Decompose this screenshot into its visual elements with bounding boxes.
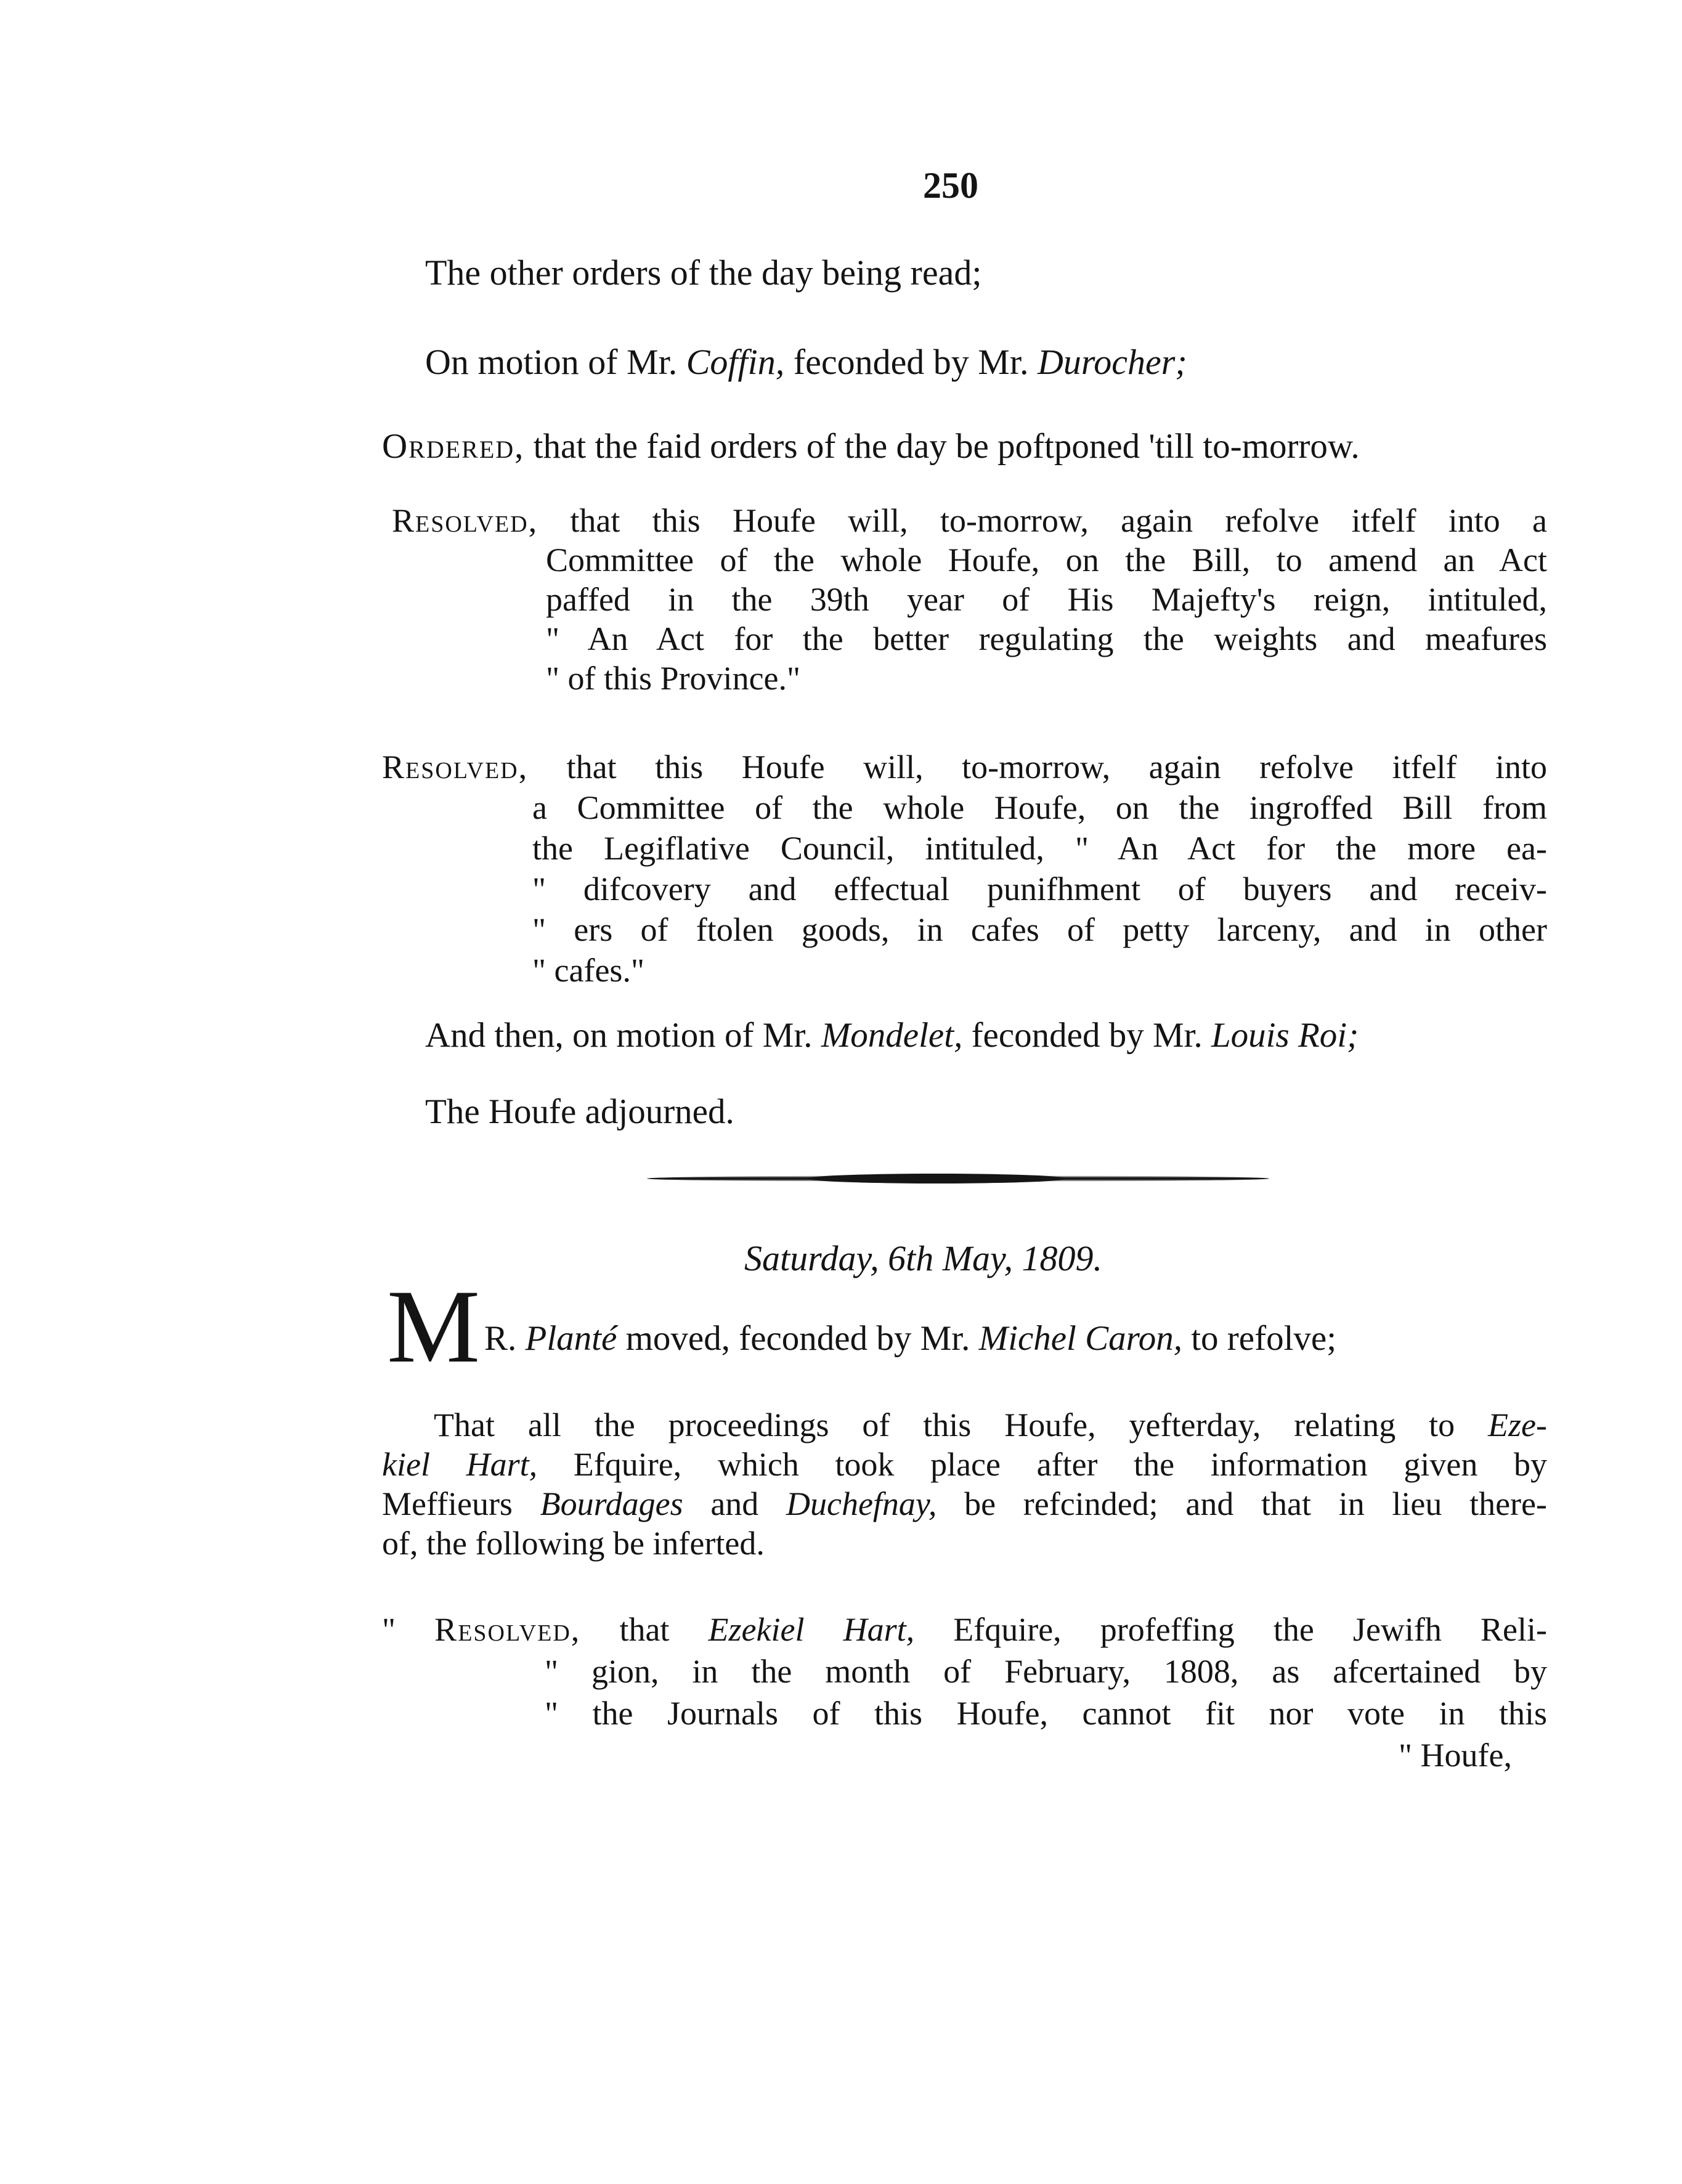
adjourned-line: The Houfe adjourned.	[425, 1092, 734, 1131]
proceedings-line1	[434, 1405, 1547, 1445]
resolved2-line3	[532, 828, 1547, 869]
ordered-keyword: Ordered,	[382, 427, 525, 466]
resolved1-line3	[546, 579, 1547, 620]
resolved2-text4: " difcovery and effectual punifhment of buyers and receiv-	[532, 871, 1547, 907]
resolved1-line2	[546, 540, 1547, 580]
resolved-keyword: Resolved,	[392, 502, 538, 539]
name-fragment: Ezekiel Hart,	[708, 1611, 915, 1648]
mover-name: Coffin,	[686, 342, 785, 382]
motion-mid: feconded by Mr.	[962, 1016, 1211, 1055]
mover-name: Mondelet,	[821, 1016, 963, 1055]
seconder-name: Durocher;	[1038, 342, 1187, 382]
resolved-keyword: Resolved,	[434, 1611, 581, 1648]
motion-mid: feconded by Mr.	[784, 342, 1038, 382]
orders-read-line: The other orders of the day being read;	[425, 253, 982, 293]
resolved-keyword: Resolved,	[382, 749, 529, 786]
section-divider	[647, 1175, 1269, 1182]
date-heading: Saturday, 6th May, 1809.	[744, 1238, 1103, 1278]
motion-mid: moved, feconded by Mr.	[617, 1319, 979, 1358]
ordered-line	[382, 426, 1360, 467]
resolved2-line2	[532, 787, 1547, 828]
resolved1-line1	[392, 500, 1547, 541]
name-fragment: kiel Hart,	[382, 1446, 538, 1483]
resolved3-line1	[382, 1609, 1547, 1650]
resolved1-text4: " An Act for the better regulating the weights and meafures	[546, 620, 1547, 657]
motion-prefix: On motion of Mr.	[425, 342, 686, 382]
ordered-text: that the faid orders of the day be poftponed 'till to-morrow.	[524, 427, 1360, 466]
proceedings-text: Efquire, which took place after the information given by	[537, 1446, 1547, 1483]
proceedings-text: Meffieurs	[382, 1485, 540, 1522]
page-number: 250	[923, 165, 978, 206]
resolved1-line4	[546, 619, 1547, 659]
resolved1-text1: that this Houfe will, to-morrow, again refolve itfelf into a	[538, 502, 1547, 539]
resolved3-text: Efquire, profeffing the Jewifh Reli-	[914, 1611, 1547, 1648]
resolved2-line5	[532, 909, 1547, 950]
name-fragment: Duchefnay,	[786, 1485, 937, 1522]
name-fragment: Bourdages	[540, 1485, 683, 1522]
r-prefix: R.	[484, 1319, 526, 1358]
proceedings-text: and	[683, 1485, 786, 1522]
resolved2-line6: " cafes."	[532, 952, 644, 989]
resolved3-line4: " Houfe,	[1399, 1737, 1512, 1774]
resolved2-line1	[382, 747, 1547, 787]
name-fragment: Eze-	[1488, 1407, 1547, 1443]
resolved1-text3: paffed in the 39th year of His Majefty's reign, intituled,	[546, 581, 1547, 618]
resolved3-text3: " the Journals of this Houfe, cannot fit nor vote in this	[545, 1695, 1547, 1732]
proceedings-line2	[382, 1444, 1547, 1485]
drop-cap: M	[387, 1269, 481, 1384]
motion-coffin-line	[425, 342, 1187, 383]
resolved1-text2: Committee of the whole Houfe, on the Bill, to amend an Act	[546, 542, 1547, 578]
motion-suffix: to refolve;	[1182, 1319, 1337, 1358]
plante-motion-line	[484, 1318, 1336, 1359]
resolved2-text2: a Committee of the whole Houfe, on the ingroffed Bill from	[532, 789, 1547, 826]
motion-prefix: And then, on motion of Mr.	[425, 1016, 821, 1055]
resolved3-text2: " gion, in the month of February, 1808, as afcertained by	[545, 1653, 1547, 1690]
seconder-name: Michel Caron,	[978, 1319, 1182, 1358]
resolved2-text3: the Legiflative Council, intituled, " An Act for the more ea-	[532, 830, 1547, 867]
resolved2-text1: that this Houfe will, to-morrow, again refolve itfelf into	[528, 749, 1547, 786]
open-quote: "	[382, 1611, 435, 1648]
resolved3-text: that	[580, 1611, 709, 1648]
motion-mondelet-line	[425, 1015, 1359, 1056]
proceedings-text: be refcinded; and that in lieu there-	[936, 1485, 1547, 1522]
resolved3-line2	[545, 1651, 1547, 1692]
resolved1-line5: " of this Province."	[546, 660, 801, 697]
seconder-name: Louis Roi;	[1211, 1016, 1359, 1055]
proceedings-line3	[382, 1484, 1547, 1524]
resolved2-line4	[532, 869, 1547, 909]
proceedings-text: That all the proceedings of this Houfe, yefterday, relating to	[434, 1407, 1489, 1443]
resolved3-line3	[545, 1693, 1547, 1734]
proceedings-line4: of, the following be inferted.	[382, 1525, 765, 1562]
resolved2-text5: " ers of ftolen goods, in cafes of petty larceny, and in other	[532, 911, 1547, 948]
mover-name: Planté	[525, 1319, 617, 1358]
